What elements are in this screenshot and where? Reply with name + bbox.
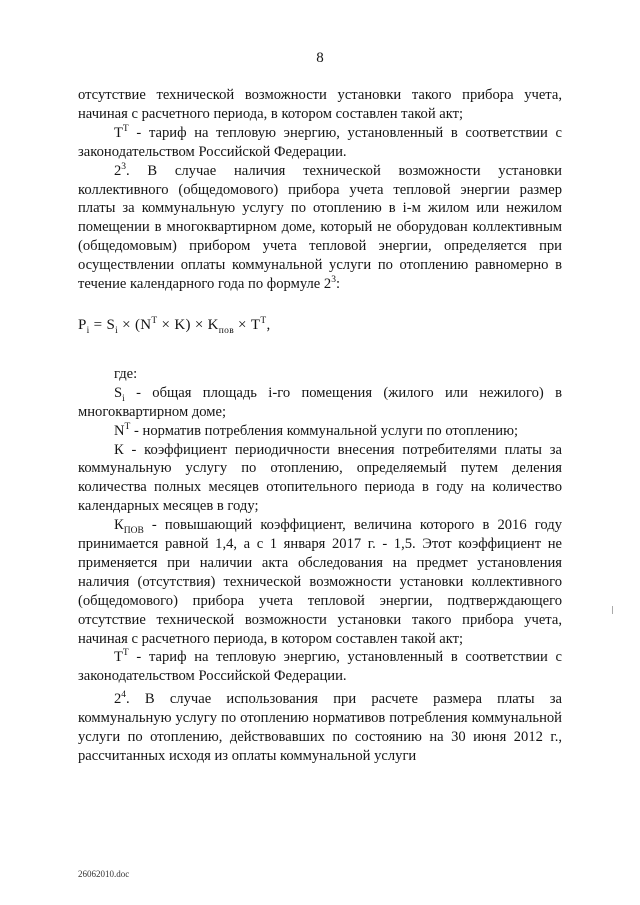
- formula-2-3: $P_i = S_i \times (N^T \times K) \times K_{пов} \times T^T$,: [78, 315, 271, 336]
- where-label: где:: [114, 365, 138, 382]
- definition-kpov: $К_{ПОВ}$ - повышающий коэффициент, величина которого в 2016 году принимается равной 1,4, а с 1 января 2017 г. - 1,5. Этот коэффициент не применяется при наличии акта обследования на предмет установления наличия (отсутствия) технической возможности установки коллективного (общедомового) прибора учета тепловой энергии, подтверждающего отсутствие технической возможности установки такого прибора учета, начиная с расчетного периода, в котором составлен такой акт;: [78, 517, 562, 647]
- paragraph-2-3: $2^3$. В случае наличия технической возможности установки коллективного (общедомового) прибора учета тепловой энергии размер платы за коммунальную услугу по отоплению в i-м жилом или нежилом помещении в многоквартирном доме, который не оборудован коллективным (общедомовым) прибором учета тепловой энергии, определяется при осуществлении оплаты коммунальной услуги по отоплению равномерно в течение календарного года по формуле $2^3$:: [78, 161, 562, 293]
- definition-s: $S_i$ - общая площадь i-го помещения (жилого или нежилого) в многоквартирном доме;: [78, 384, 562, 420]
- definition-t: $Т^T$ - тариф на тепловую энергию, установленный в соответствии с законодательством Российской Федерации.: [78, 648, 562, 685]
- document-body: [78, 86, 562, 766]
- definition-k: К - коэффициент периодичности внесения потребителями платы за коммунальную услугу по отоплению, определяемый путем деления количества полных месяцев отопительного периода в году на количество календарных месяцев в году;: [78, 441, 562, 515]
- margin-mark: [612, 606, 613, 614]
- definition-n: $N^T$ - норматив потребления коммунальной услуги по отоплению;: [114, 421, 519, 439]
- paragraph-continued: отсутствие технической возможности установки такого прибора учета, начиная с расчетного периода, в котором составлен такой акт;: [78, 87, 562, 122]
- page-number: 8: [316, 50, 324, 66]
- footer-filename: 26062010.doc: [78, 869, 130, 879]
- paragraph-tariff: $Т^T$ - тариф на тепловую энергию, установленный в соответствии с законодательством Российской Федерации.: [78, 123, 562, 160]
- paragraph-2-4: $2^4$. В случае использования при расчете размера платы за коммунальную услугу по отоплению нормативов потребления коммунальной услуги по отоплению, действовавших по состоянию на 30 июня 2012 г., рассчитанных исходя из оплаты коммунальной услуги: [78, 690, 562, 764]
